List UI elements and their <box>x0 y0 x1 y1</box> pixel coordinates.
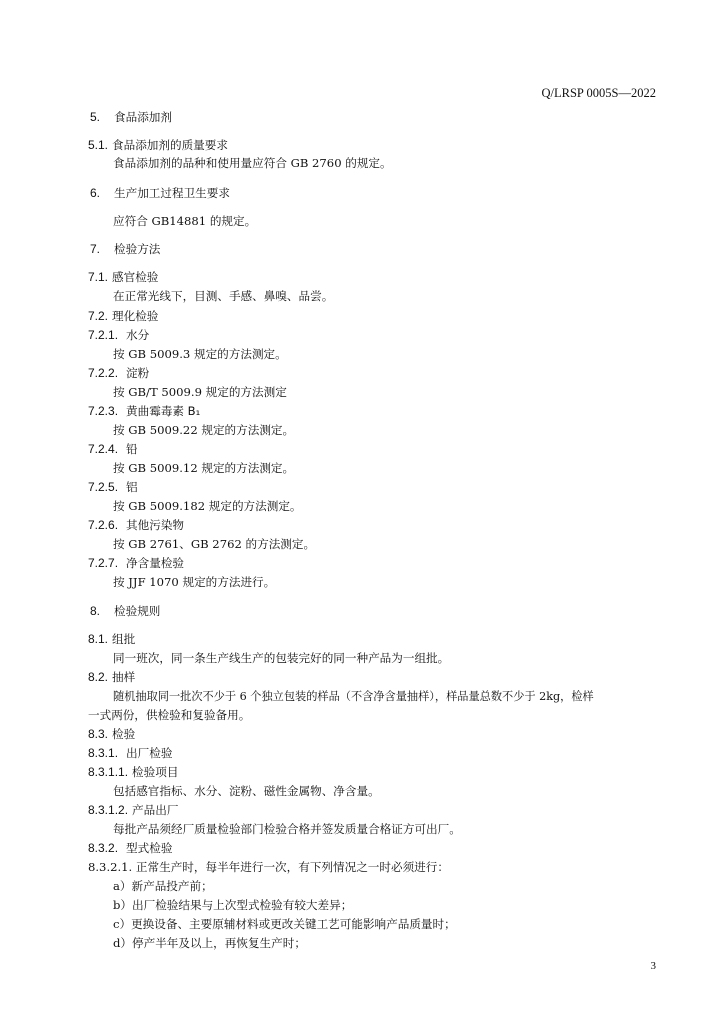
section-heading: 6. 生产加工过程卫生要求 <box>90 186 230 200</box>
subsection-heading: 8.3.1.2. 产品出厂 <box>88 803 179 817</box>
section-heading: 5. 食品添加剂 <box>90 110 172 124</box>
paragraph: 按 GB 5009.3 规定的方法测定。 <box>113 347 287 361</box>
section-heading: 7.1. 感官检验 <box>88 270 159 284</box>
paragraph: 同一班次，同一条生产线生产的包装完好的同一种产品为一组批。 <box>113 651 450 665</box>
paragraph-continuation: 一式两份，供检验和复验备用。 <box>88 708 251 722</box>
subsection-heading: 7.2.5. 铝 <box>88 480 138 494</box>
paragraph: 按 GB 2761、GB 2762 的方法测定。 <box>113 537 316 551</box>
list-item: c）更换设备、主要原辅材料或更改关键工艺可能影响产品质量时； <box>113 917 456 931</box>
subsection-heading: 7.2.2. 淀粉 <box>88 366 150 380</box>
paragraph: 按 JJF 1070 规定的方法进行。 <box>113 575 276 589</box>
page-number: 3 <box>650 960 656 972</box>
subsection-heading: 7.2.1. 水分 <box>88 328 150 342</box>
paragraph: 在正常光线下，目测、手感、鼻嗅、品尝。 <box>113 289 334 303</box>
subsection-heading: 8.3.2. 型式检验 <box>88 841 173 855</box>
section-heading: 8.3. 检验 <box>88 727 136 741</box>
subsection-heading: 7.2.7. 净含量检验 <box>88 556 185 570</box>
subsection-heading: 7.2.4. 铅 <box>88 442 138 456</box>
list-item: d）停产半年及以上，再恢复生产时； <box>113 936 306 950</box>
section-heading: 5.1. 食品添加剂的质量要求 <box>88 138 228 152</box>
list-item: b）出厂检验结果与上次型式检验有较大差异； <box>113 898 353 912</box>
section-heading: 7.2. 理化检验 <box>88 309 159 323</box>
paragraph: 按 GB/T 5009.9 规定的方法测定 <box>113 385 287 399</box>
section-heading: 8. 检验规则 <box>90 604 161 618</box>
paragraph: 按 GB 5009.22 规定的方法测定。 <box>113 423 295 437</box>
subsection-heading: 7.2.3. 黄曲霉毒素 B₁ <box>88 404 201 418</box>
paragraph: 随机抽取同一批次不少于 6 个独立包装的样品（不含净含量抽样），样品量总数不少于 2kg，检样 <box>113 690 594 703</box>
document-code-header: Q/LRSP 0005S—2022 <box>541 86 656 100</box>
paragraph: 按 GB 5009.12 规定的方法测定。 <box>113 461 295 475</box>
list-item: a）新产品投产前； <box>113 879 213 893</box>
paragraph: 按 GB 5009.182 规定的方法测定。 <box>113 499 302 513</box>
paragraph: 每批产品须经厂质量检验部门检验合格并签发质量合格证方可出厂。 <box>113 822 461 836</box>
paragraph: 包括感官指标、水分、淀粉、磁性金属物、净含量。 <box>113 784 380 798</box>
section-heading: 8.1. 组批 <box>88 632 136 646</box>
paragraph: 应符合 GB14881 的规定。 <box>113 214 257 228</box>
paragraph: 食品添加剂的品种和使用量应符合 GB 2760 的规定。 <box>113 156 392 170</box>
section-heading: 8.2. 抽样 <box>88 670 136 684</box>
subsection-heading: 7.2.6. 其他污染物 <box>88 518 185 532</box>
paragraph: 8.3.2.1. 正常生产时，每半年进行一次，有下列情况之一时必须进行： <box>88 860 449 874</box>
section-heading: 7. 检验方法 <box>90 242 161 256</box>
subsection-heading: 8.3.1. 出厂检验 <box>88 746 173 760</box>
subsection-heading: 8.3.1.1. 检验项目 <box>88 765 179 779</box>
